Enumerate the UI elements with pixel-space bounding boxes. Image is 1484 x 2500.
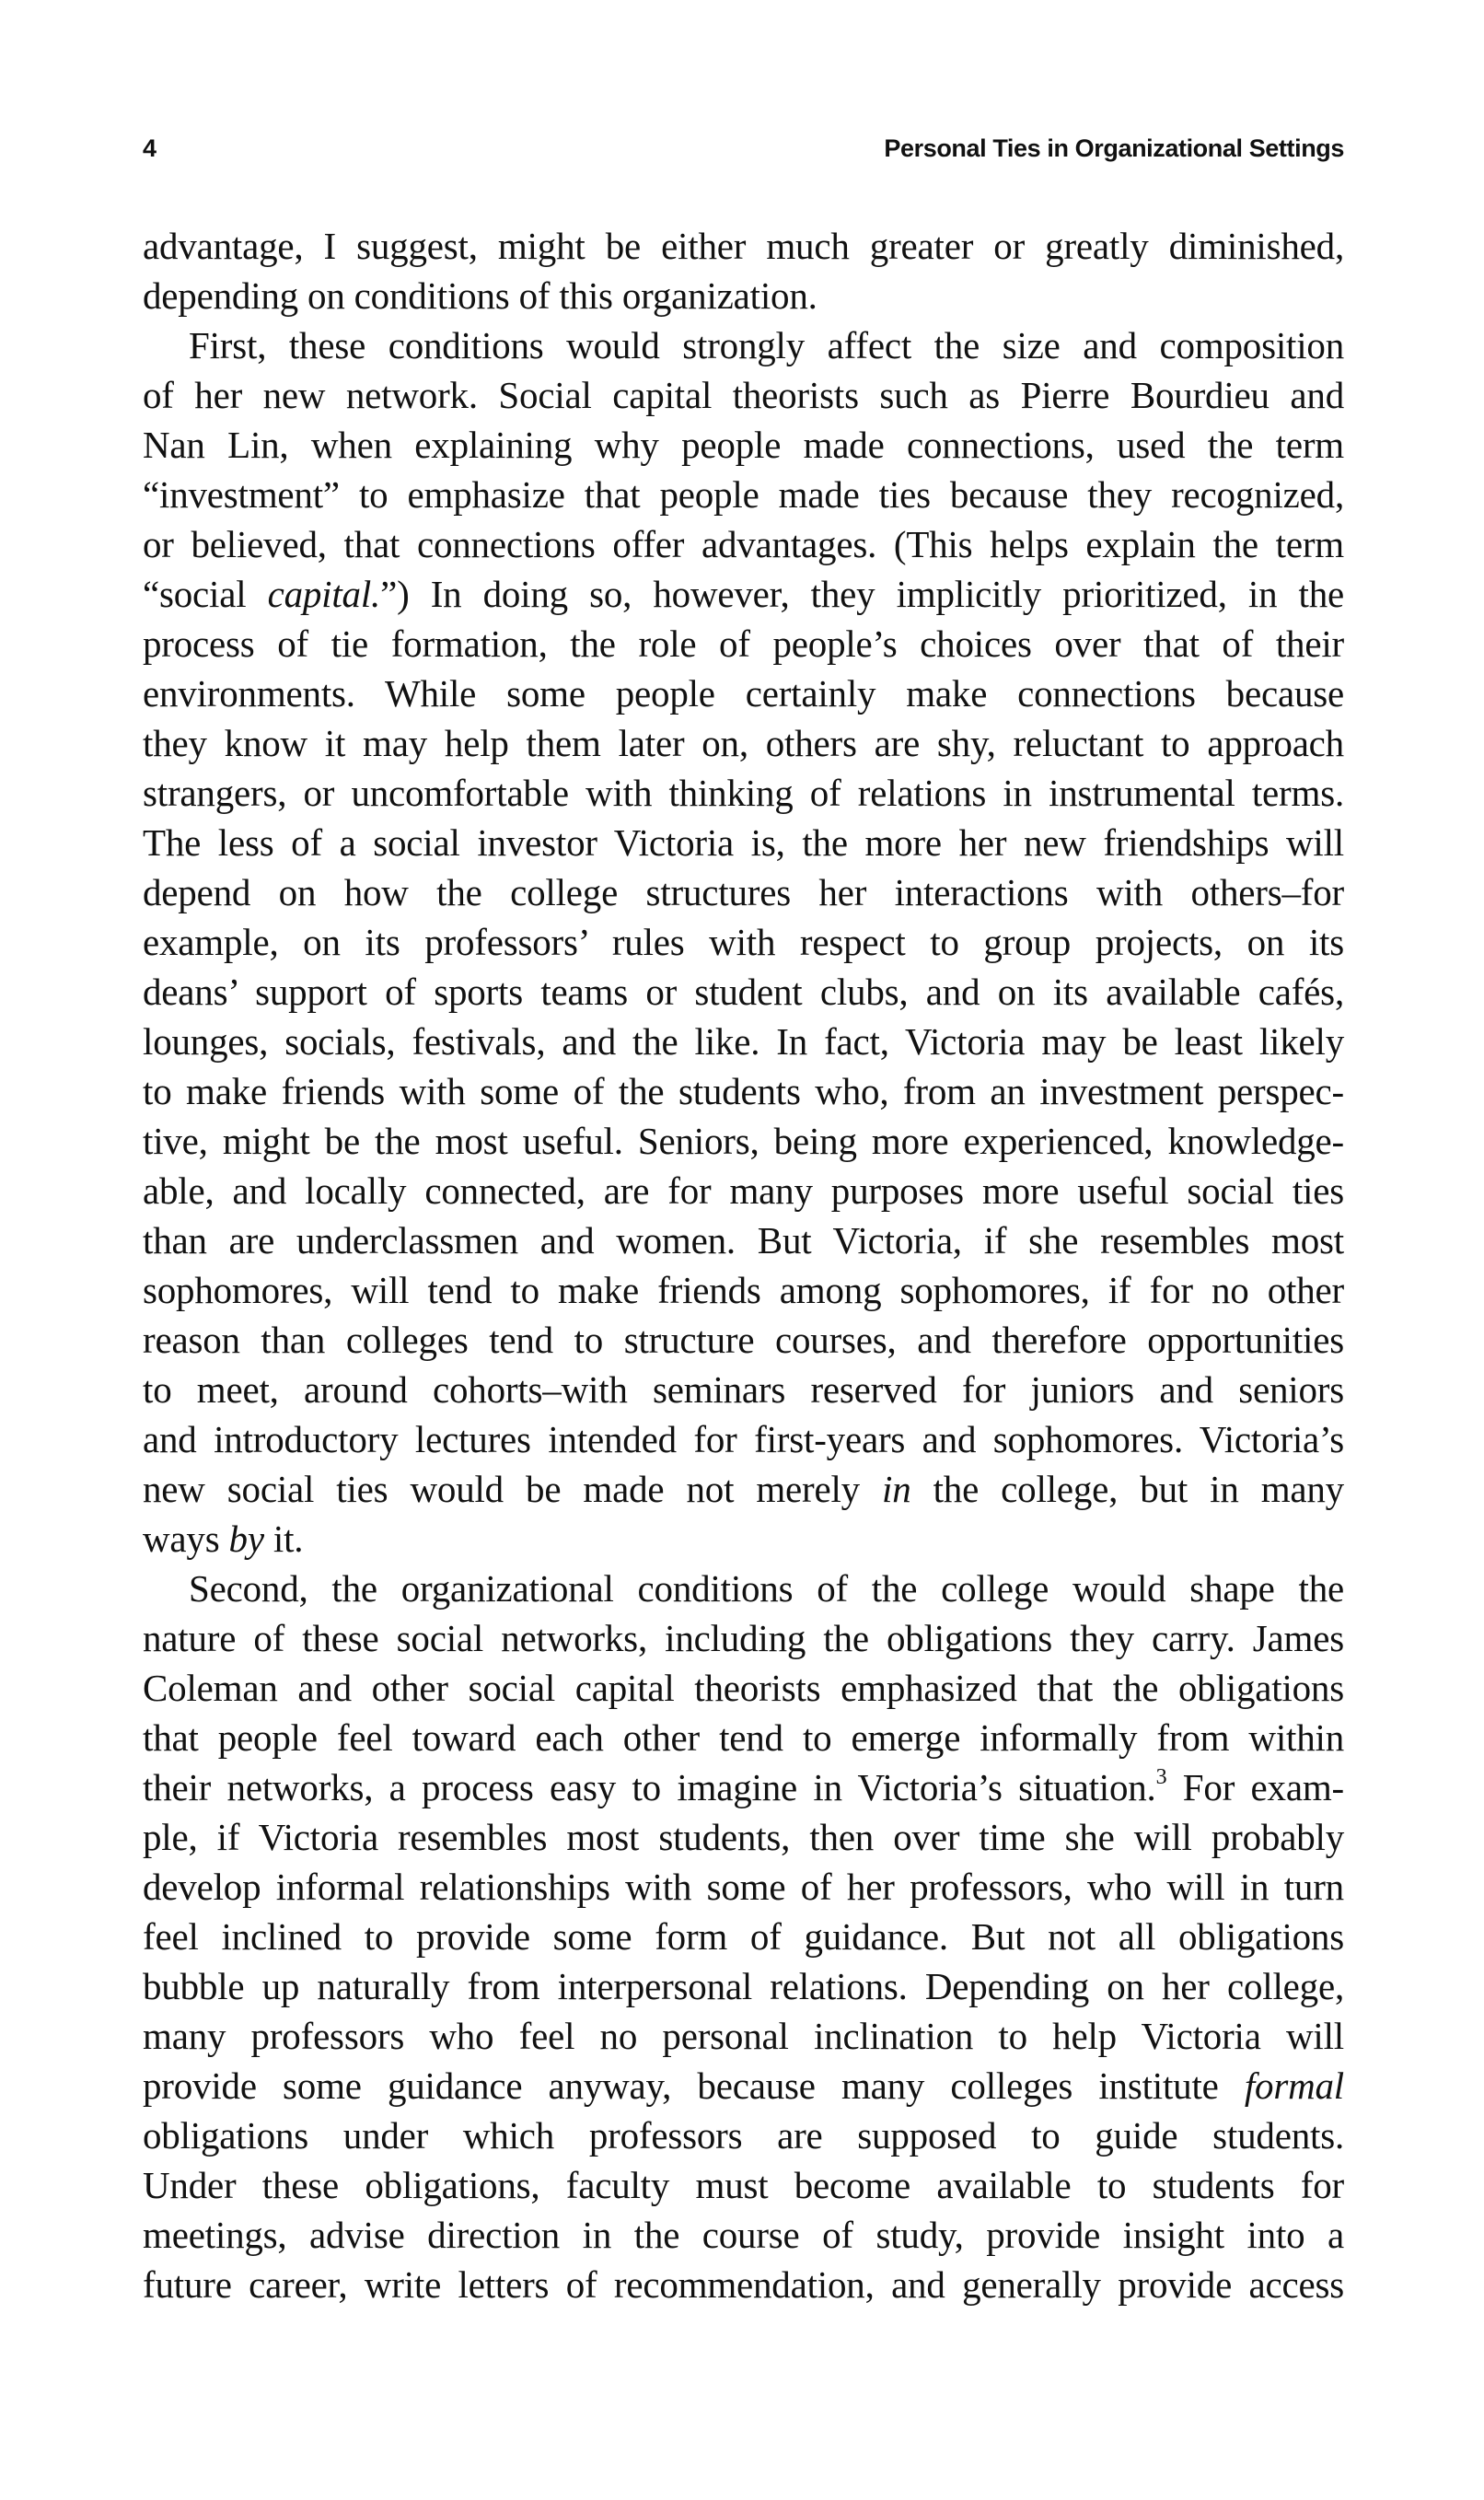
- italic-text: formal: [1244, 2064, 1344, 2107]
- text-segment: future career, write letters of recommendation, and generally provide access: [143, 2263, 1344, 2306]
- page-header: [143, 134, 1344, 168]
- text-segment: many professors who feel no personal inclination to help Victoria will: [143, 2015, 1344, 2057]
- text-line: [143, 1663, 1344, 1713]
- text-line: [143, 768, 1344, 818]
- text-line: [143, 2061, 1344, 2110]
- text-line: [143, 1613, 1344, 1663]
- text-segment: their networks, a process easy to imagine in Victoria’s situation.: [143, 1766, 1156, 1808]
- text-line: [143, 1912, 1344, 1961]
- text-segment: example, on its professors’ rules with respect to group projects, on its: [143, 921, 1344, 963]
- text-line: [143, 370, 1344, 420]
- text-line: [143, 917, 1344, 967]
- text-segment: Under these obligations, faculty must become available to students for: [143, 2164, 1344, 2206]
- text-segment: to meet, around cohorts–with seminars reserved for juniors and seniors: [143, 1368, 1344, 1411]
- text-line: [143, 1961, 1344, 2011]
- text-segment: that people feel toward each other tend to emerge informally from within: [143, 1716, 1344, 1759]
- text-line: [143, 420, 1344, 470]
- text-line: [143, 867, 1344, 917]
- text-line: [143, 1762, 1344, 1812]
- text-segment: of her new network. Social capital theorists such as Pierre Bourdieu and: [143, 374, 1344, 416]
- text-segment: “investment” to emphasize that people made ties because they recognized,: [143, 473, 1344, 516]
- text-segment: Second, the organizational conditions of the college would shape the: [189, 1567, 1344, 1610]
- text-segment: able, and locally connected, are for many purposes more useful social ties: [143, 1169, 1344, 1212]
- text-segment: lounges, socials, festivals, and the like. In fact, Victoria may be least likely: [143, 1020, 1344, 1063]
- text-line: [143, 470, 1344, 519]
- text-segment: develop informal relationships with some of her professors, who will in turn: [143, 1866, 1344, 1908]
- text-segment: deans’ support of sports teams or student clubs, and on its available cafés,: [143, 971, 1344, 1013]
- text-segment: bubble up naturally from interpersonal relations. Depending on her college,: [143, 1965, 1344, 2007]
- text-line: [143, 1017, 1344, 1066]
- text-line: [143, 221, 1344, 271]
- text-line: [143, 271, 1344, 320]
- text-line: [143, 2260, 1344, 2309]
- text-line: [143, 619, 1344, 669]
- footnote-marker: 3: [1155, 1765, 1167, 1789]
- text-line: [143, 1066, 1344, 1116]
- text-segment: First, these conditions would strongly affect the size and composition: [189, 324, 1344, 366]
- text-segment: nature of these social networks, including the obligations they carry. James: [143, 1617, 1344, 1659]
- text-segment: they know it may help them later on, others are shy, reluctant to approach: [143, 722, 1344, 764]
- text-line: [143, 2160, 1344, 2210]
- text-segment: advantage, I suggest, might be either much greater or greatly diminished,: [143, 225, 1344, 267]
- text-segment: and introductory lectures intended for first-years and sophomores. Victoria’s: [143, 1418, 1344, 1460]
- running-head: Personal Ties in Organizational Settings: [884, 134, 1344, 162]
- text-segment: to make friends with some of the students who, from an investment perspec-: [143, 1070, 1344, 1112]
- text-line: [143, 1215, 1344, 1265]
- text-line: [143, 718, 1344, 768]
- italic-text: by: [228, 1517, 264, 1560]
- text-line: [143, 1315, 1344, 1365]
- text-segment: new social ties would be made not merely: [143, 1468, 883, 1510]
- italic-text: in: [882, 1468, 911, 1510]
- text-line: [143, 569, 1344, 619]
- text-segment: reason than colleges tend to structure courses, and therefore opportunities: [143, 1319, 1344, 1361]
- text-line: [143, 818, 1344, 867]
- text-line: [143, 1166, 1344, 1215]
- text-segment: provide some guidance anyway, because many colleges institute: [143, 2064, 1245, 2107]
- text-line: [143, 1514, 1344, 1564]
- text-line: [143, 2110, 1344, 2160]
- text-line: [143, 1812, 1344, 1862]
- text-line: [143, 1116, 1344, 1166]
- text-line: [143, 1464, 1344, 1514]
- text-line: [143, 1365, 1344, 1414]
- text-segment: or believed, that connections offer advantages. (This helps explain the term: [143, 523, 1344, 565]
- text-segment: strangers, or uncomfortable with thinking of relations in instrumental terms.: [143, 772, 1344, 814]
- italic-text: capital.: [267, 573, 381, 615]
- text-line: [143, 519, 1344, 569]
- text-segment: it.: [263, 1517, 304, 1560]
- text-segment: depending on conditions of this organization.: [143, 274, 817, 317]
- text-line: [143, 1564, 1344, 1613]
- text-segment: meetings, advise direction in the course of study, provide insight into a: [143, 2214, 1344, 2256]
- text-segment: feel inclined to provide some form of guidance. But not all obligations: [143, 1915, 1344, 1958]
- text-line: [143, 967, 1344, 1017]
- text-segment: depend on how the college structures her interactions with others–for: [143, 871, 1344, 913]
- text-segment: than are underclassmen and women. But Victoria, if she resembles most: [143, 1219, 1344, 1262]
- body-text: [143, 221, 1344, 2309]
- text-line: [143, 1414, 1344, 1464]
- text-line: [143, 2210, 1344, 2260]
- text-segment: tive, might be the most useful. Seniors, being more experienced, knowledge-: [143, 1120, 1344, 1162]
- text-segment: process of tie formation, the role of people’s choices over that of their: [143, 622, 1344, 665]
- page-number: 4: [143, 134, 157, 162]
- text-line: [143, 320, 1344, 370]
- text-line: [143, 2011, 1344, 2061]
- text-segment: ”) In doing so, however, they implicitly prioritized, in the: [380, 573, 1345, 615]
- text-segment: Nan Lin, when explaining why people made connections, used the term: [143, 424, 1344, 466]
- text-segment: For exam-: [1166, 1766, 1344, 1808]
- text-segment: ple, if Victoria resembles most students, then over time she will probably: [143, 1816, 1344, 1858]
- text-segment: obligations under which professors are supposed to guide students.: [143, 2114, 1344, 2157]
- text-line: [143, 1265, 1344, 1315]
- text-segment: environments. While some people certainly make connections because: [143, 672, 1344, 715]
- text-segment: The less of a social investor Victoria is, the more her new friendships will: [143, 821, 1344, 864]
- text-segment: Coleman and other social capital theorists emphasized that the obligations: [143, 1667, 1344, 1709]
- text-segment: the college, but in many: [910, 1468, 1344, 1510]
- text-line: [143, 1862, 1344, 1912]
- text-line: [143, 1713, 1344, 1762]
- text-line: [143, 669, 1344, 718]
- text-segment: sophomores, will tend to make friends among sophomores, if for no other: [143, 1269, 1344, 1311]
- text-segment: “social: [143, 573, 268, 615]
- text-segment: ways: [143, 1517, 229, 1560]
